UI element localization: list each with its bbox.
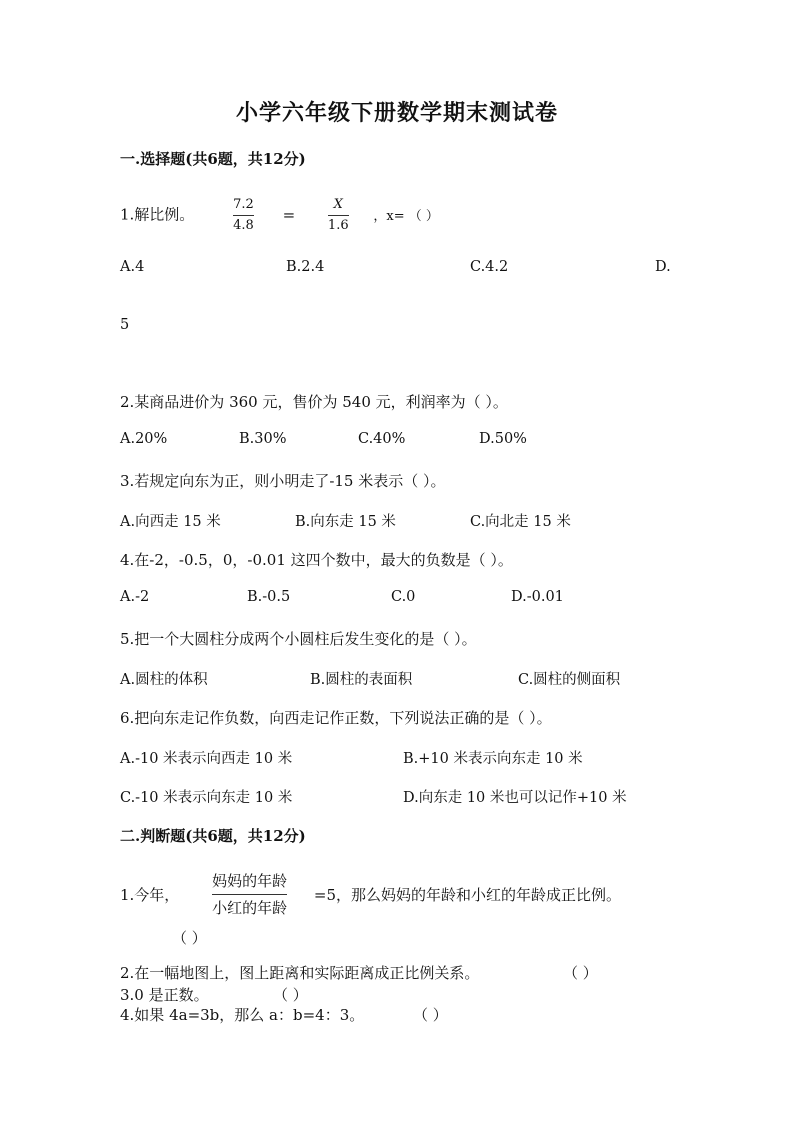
judgment-3: 3.0 是正数。 — [120, 986, 209, 1004]
judgment-1-prefix: 1.今年， — [120, 886, 180, 904]
question-3: 3.若规定向东为正，则小明走了-15 米表示（ ）。 — [120, 472, 446, 490]
option-d[interactable]: D.50% — [479, 431, 527, 447]
option-c[interactable]: C.40% — [358, 431, 406, 447]
question-1-suffix: ，x= （ ） — [373, 208, 439, 224]
judgment-1 — [120, 870, 621, 919]
option-a[interactable]: A.20% — [120, 431, 168, 447]
section-heading-choice: 一.选择题(共6题，共12分) — [120, 150, 306, 168]
option-d[interactable]: D. — [655, 259, 671, 275]
option-d[interactable]: D.-0.01 — [511, 589, 564, 605]
fraction-numerator: 妈妈的年龄 — [212, 872, 288, 890]
fraction-bar — [328, 215, 349, 216]
fraction-7-2-over-4-8 — [233, 196, 254, 235]
answer-blank[interactable]: （ ） — [563, 964, 598, 982]
question-1 — [120, 196, 439, 235]
fraction-mom-age-over-xiaohong-age — [212, 870, 287, 919]
option-c[interactable]: C.4.2 — [470, 259, 509, 275]
fraction-bar — [212, 894, 287, 895]
question-6: 6.把向东走记作负数，向西走记作正数，下列说法正确的是（ ）。 — [120, 709, 552, 727]
option-b[interactable]: B.2.4 — [286, 259, 325, 275]
equals-sign: = — [282, 205, 296, 224]
option-a[interactable]: A.向西走 15 米 — [120, 514, 221, 530]
fraction-denominator: 小红的年龄 — [212, 899, 288, 917]
fraction-bar — [233, 215, 254, 216]
question-5: 5.把一个大圆柱分成两个小圆柱后发生变化的是（ ）。 — [120, 630, 477, 648]
judgment-4: 4.如果 4a=3b，那么 a：b=4：3。 — [120, 1006, 365, 1024]
answer-blank[interactable]: （ ） — [172, 929, 207, 947]
judgment-2: 2.在一幅地图上，图上距离和实际距离成正比例关系。 — [120, 964, 480, 982]
question-4: 4.在-2，-0.5，0，-0.01 这四个数中，最大的负数是（ ）。 — [120, 551, 513, 569]
option-b[interactable]: B.圆柱的表面积 — [310, 672, 413, 688]
option-d-value: 5 — [120, 317, 130, 333]
option-b[interactable]: B.-0.5 — [247, 589, 291, 605]
option-a[interactable]: A.4 — [120, 259, 145, 275]
fraction-x-over-1-6 — [328, 196, 349, 235]
option-a[interactable]: A.-2 — [120, 589, 150, 605]
fraction-denominator: 4.8 — [233, 218, 254, 233]
option-d[interactable]: D.向东走 10 米也可以记作+10 米 — [403, 790, 627, 806]
option-a[interactable]: A.圆柱的体积 — [120, 672, 208, 688]
option-c[interactable]: C.圆柱的侧面积 — [518, 672, 621, 688]
fraction-denominator: 1.6 — [327, 218, 349, 233]
question-1-prefix: 1.解比例。 — [120, 205, 195, 224]
page-title: 小学六年级下册数学期末测试卷 — [235, 100, 558, 126]
option-c[interactable]: C.-10 米表示向东走 10 米 — [120, 790, 293, 806]
option-a[interactable]: A.-10 米表示向西走 10 米 — [120, 751, 293, 767]
option-b[interactable]: B.30% — [239, 431, 287, 447]
option-c[interactable]: C.0 — [391, 589, 416, 605]
judgment-1-suffix: =5，那么妈妈的年龄和小红的年龄成正比例。 — [313, 886, 622, 904]
question-2: 2.某商品进价为 360 元，售价为 540 元，利润率为（ ）。 — [120, 393, 508, 411]
answer-blank[interactable]: （ ） — [413, 1006, 448, 1024]
answer-blank[interactable]: （ ） — [273, 986, 308, 1004]
fraction-numerator: 7.2 — [233, 197, 254, 212]
option-b[interactable]: B.+10 米表示向东走 10 米 — [403, 751, 583, 767]
fraction-numerator: X — [333, 197, 343, 212]
section-heading-judgment: 二.判断题(共6题，共12分) — [120, 827, 306, 845]
option-c[interactable]: C.向北走 15 米 — [470, 514, 571, 530]
option-b[interactable]: B.向东走 15 米 — [295, 514, 396, 530]
